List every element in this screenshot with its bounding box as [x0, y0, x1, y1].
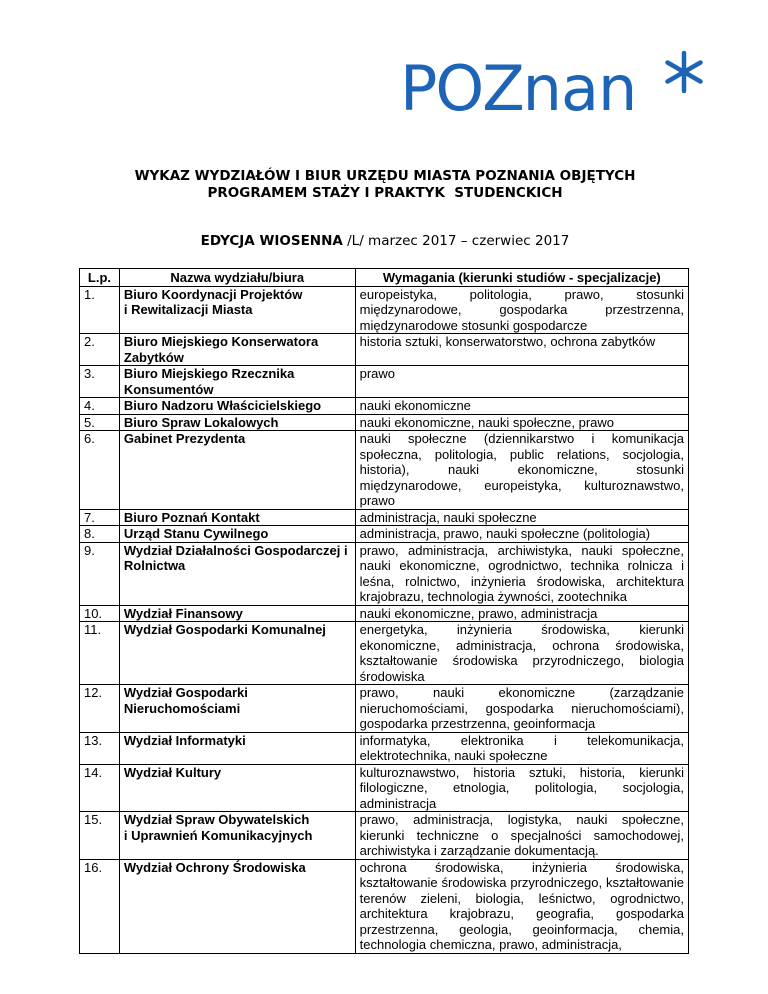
table-row [80, 622, 689, 685]
table-row [80, 685, 689, 733]
table-header-row [80, 269, 689, 287]
row-number: 5. [80, 414, 120, 431]
document-title [100, 168, 670, 202]
requirements: nauki społeczne (dziennikarstwo i komunikacja społeczna, politologia, public relations, socjologia, historia), nauki ekonomiczne, stosunki międzynarodowe, europeistyka, kulturoznawstwo, prawo [355, 431, 688, 510]
table-row [80, 334, 689, 366]
column-header-requirements: Wymagania (kierunki studiów - specjalizacje) [355, 269, 688, 287]
table-row [80, 764, 689, 812]
requirements: kulturoznawstwo, historia sztuki, historia, kierunki filologiczne, etnologia, politologia, socjologia, administracja [355, 764, 688, 812]
requirements: europeistyka, politologia, prawo, stosunki międzynarodowe, gospodarka przestrzenna, międzynarodowe stosunki gospodarcze [355, 286, 688, 334]
title-line-2: PROGRAMEM STAŻY I PRAKTYK STUDENCKICH [207, 185, 563, 201]
requirements: energetyka, inżynieria środowiska, kierunki ekonomiczne, administracja, ochrona środowiska, kształtowanie środowiska przyrodniczego, biologia środowiska [355, 622, 688, 685]
edition-dates: /L/ marzec 2017 – czerwiec 2017 [342, 233, 570, 249]
column-header-name: Nazwa wydziału/biura [119, 269, 355, 287]
department-name: Wydział Działalności Gospodarczej i Rolnictwa [119, 542, 355, 605]
requirements: nauki ekonomiczne, nauki społeczne, prawo [355, 414, 688, 431]
row-number: 6. [80, 431, 120, 510]
table-row [80, 414, 689, 431]
requirements: nauki ekonomiczne, prawo, administracja [355, 605, 688, 622]
row-number: 1. [80, 286, 120, 334]
requirements: nauki ekonomiczne [355, 398, 688, 415]
department-name: Wydział Gospodarki Komunalnej [119, 622, 355, 685]
row-number: 9. [80, 542, 120, 605]
departments-table [79, 268, 689, 954]
row-number: 11. [80, 622, 120, 685]
department-name: Wydział Finansowy [119, 605, 355, 622]
department-name: Wydział Ochrony Środowiska [119, 859, 355, 953]
row-number: 7. [80, 509, 120, 526]
department-name: Gabinet Prezydenta [119, 431, 355, 510]
table-row [80, 398, 689, 415]
department-name: Urząd Stanu Cywilnego [119, 526, 355, 543]
asterisk-icon [662, 50, 706, 94]
row-number: 8. [80, 526, 120, 543]
department-name: Wydział Spraw Obywatelskich i Uprawnień Komunikacyjnych [119, 812, 355, 860]
logo-text-upper: POZ [400, 52, 523, 125]
table-row [80, 605, 689, 622]
requirements: prawo, administracja, archiwistyka, nauki społeczne, nauki ekonomiczne, ogrodnictwo, technika rolnicza i leśna, rolnictwo, inżynieria środowiska, architektura krajobrazu, technologia żywności, zootechnika [355, 542, 688, 605]
table-row [80, 812, 689, 860]
row-number: 15. [80, 812, 120, 860]
requirements: prawo [355, 366, 688, 398]
requirements: prawo, administracja, logistyka, nauki społeczne, kierunki techniczne o specjalności samochodowej, archiwistyka i zarządzanie dokumentacją. [355, 812, 688, 860]
table-body [80, 286, 689, 953]
requirements: ochrona środowiska, inżynieria środowiska, kształtowanie środowiska przyrodniczego, kształtowanie terenów zieleni, biologia, leśnictwo, ogrodnictwo, architektura krajobrazu, geografia, gospodarka przestrzenna, geologia, geoinformacja, chemia, technologia chemiczna, prawo, administracja, [355, 859, 688, 953]
row-number: 10. [80, 605, 120, 622]
row-number: 14. [80, 764, 120, 812]
requirements: administracja, nauki społeczne [355, 509, 688, 526]
edition-name: EDYCJA WIOSENNA [200, 233, 343, 249]
table-row [80, 286, 689, 334]
row-number: 13. [80, 732, 120, 764]
department-name: Wydział Gospodarki Nieruchomościami [119, 685, 355, 733]
department-name: Biuro Poznań Kontakt [119, 509, 355, 526]
table-row [80, 859, 689, 953]
row-number: 12. [80, 685, 120, 733]
department-name: Wydział Informatyki [119, 732, 355, 764]
department-name: Biuro Nadzoru Właścicielskiego [119, 398, 355, 415]
column-header-lp: L.p. [80, 269, 120, 287]
requirements: historia sztuki, konserwatorstwo, ochrona zabytków [355, 334, 688, 366]
department-name: Biuro Miejskiego Konserwatora Zabytków [119, 334, 355, 366]
requirements: prawo, nauki ekonomiczne (zarządzanie nieruchomościami, gospodarka nieruchomościami), gospodarka przestrzenna, geoinformacja [355, 685, 688, 733]
requirements: administracja, prawo, nauki społeczne (politologia) [355, 526, 688, 543]
edition-line [100, 233, 670, 250]
poznan-logo [400, 52, 720, 128]
poznan-logo-wordmark [400, 52, 637, 125]
title-line-1: WYKAZ WYDZIAŁÓW I BIUR URZĘDU MIASTA POZNANIA OBJĘTYCH [134, 168, 636, 184]
row-number: 2. [80, 334, 120, 366]
table-row [80, 509, 689, 526]
table-row [80, 526, 689, 543]
department-name: Biuro Spraw Lokalowych [119, 414, 355, 431]
table-row [80, 542, 689, 605]
table-row [80, 431, 689, 510]
row-number: 3. [80, 366, 120, 398]
row-number: 4. [80, 398, 120, 415]
row-number: 16. [80, 859, 120, 953]
department-name: Biuro Koordynacji Projektów i Rewitalizacji Miasta [119, 286, 355, 334]
logo-text-lower: nan [522, 52, 637, 125]
table-row [80, 366, 689, 398]
department-name: Wydział Kultury [119, 764, 355, 812]
requirements: informatyka, elektronika i telekomunikacja, elektrotechnika, nauki społeczne [355, 732, 688, 764]
department-name: Biuro Miejskiego Rzecznika Konsumentów [119, 366, 355, 398]
table-row [80, 732, 689, 764]
